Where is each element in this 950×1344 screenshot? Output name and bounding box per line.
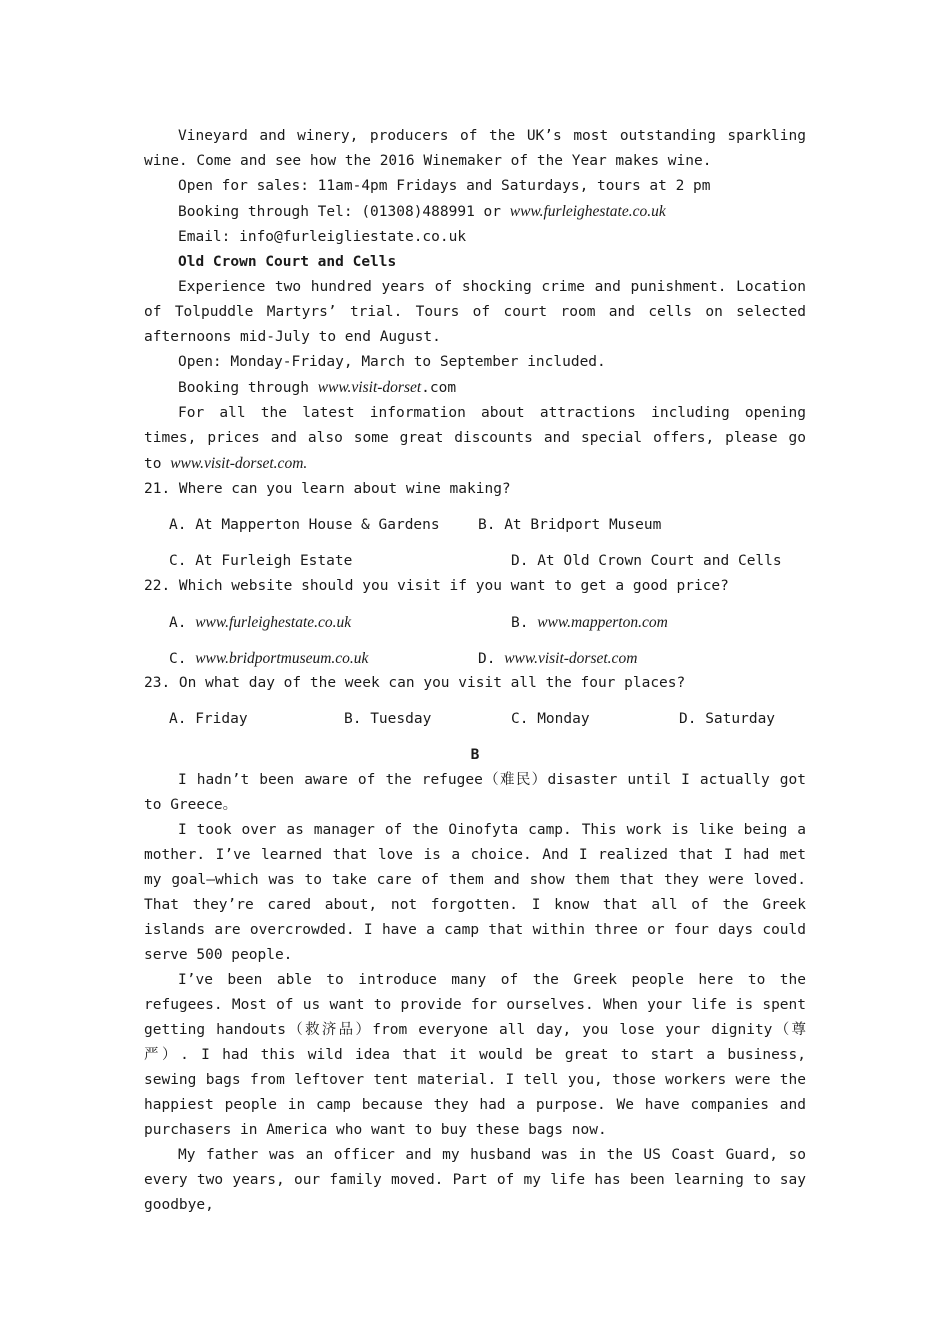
option-22-d-value: www.visit-dorset.com: [504, 650, 638, 667]
latest-info-text: For all the latest information about attractions including opening times, prices and also some great discounts and special offers, please go to: [144, 405, 806, 472]
option-22-d-letter: D.: [478, 651, 496, 667]
section-b-paragraph-1: [144, 768, 806, 818]
old-crown-website-link[interactable]: www.visit-dorset: [317, 379, 422, 396]
question-21-options: [144, 502, 806, 538]
option-22-b-letter: B.: [511, 615, 529, 631]
section-b-paragraph-4: My father was an officer and my husband was in the US Coast Guard, so every two years, our family moved. Part of my life has been learning to say goodbye,: [144, 1147, 806, 1213]
section-b-p1-text-a: I hadn’t been aware of the refugee: [178, 772, 483, 788]
question-23-options: [144, 696, 806, 732]
section-b-p3-gloss-2: （尊严）: [144, 1022, 807, 1063]
option-23-d: D. Saturday: [679, 711, 776, 727]
option-22-a-value: www.furleighestate.co.uk: [195, 614, 352, 631]
section-b-p3-gloss-1: （救济品）: [285, 1022, 373, 1038]
section-b-paragraph-2: I took over as manager of the Oinofyta camp. This work is like being a mother. I’ve learned that love is a choice. And I realized that I had met my goal—which was to take care of them and show them that they were loved. That they’re cared about, not forgotten. I know that all of the Greek islands are overcrowded. I have a camp that within three or four days could serve 500 people.: [144, 822, 806, 963]
option-22-a-letter: A.: [169, 615, 187, 631]
option-21-b: B. At Bridport Museum: [478, 517, 662, 533]
furleigh-booking: [144, 199, 806, 225]
old-crown-booking-text: Booking through: [178, 380, 318, 396]
option-22-c: [169, 646, 368, 672]
latest-info-link[interactable]: www.visit-dorset.com.: [170, 455, 308, 472]
option-22-c-letter: C.: [169, 651, 187, 667]
furleigh-description: Vineyard and winery, producers of the UK’s most outstanding sparkling wine. Come and see how the 2016 Winemaker of the Year makes wine.: [144, 128, 806, 169]
option-22-b: [511, 610, 668, 636]
option-22-d: [478, 646, 637, 672]
furleigh-booking-text: Booking through Tel: (01308)488991 or: [178, 204, 510, 220]
section-b-p3-text-a: I’ve been able to introduce many of the Greek people here to the refugees. Most of us want to provide for ourselves. When your life is spent getting handouts: [144, 972, 806, 1038]
option-21-a: A. At Mapperton House & Gardens: [169, 517, 440, 533]
section-b-p1-text-b: disaster until I actually got to Greece。: [144, 772, 806, 813]
section-b-p3-text-b: from everyone all day, you lose your dignity: [372, 1022, 773, 1038]
option-22-c-value: www.bridportmuseum.co.uk: [195, 650, 369, 667]
option-23-b: B. Tuesday: [344, 711, 432, 727]
old-crown-booking-suffix: .com: [421, 380, 457, 396]
old-crown-description: Experience two hundred years of shocking crime and punishment. Location of Tolpuddle Martyrs’ trial. Tours of court room and cells on selected afternoons mid-July to end August.: [144, 279, 806, 345]
question-22-options: [144, 599, 806, 635]
document-page: [144, 124, 806, 1218]
option-22-b-value: www.mapperton.com: [537, 614, 668, 631]
option-23-c: C. Monday: [511, 711, 590, 727]
furleigh-email: Email: info@furleigliestate.co.uk: [178, 229, 467, 245]
option-22-a: [169, 610, 351, 636]
option-21-d: D. At Old Crown Court and Cells: [511, 553, 782, 569]
furleigh-opening-times: Open for sales: 11am-4pm Fridays and Saturdays, tours at 2 pm: [178, 178, 711, 194]
section-b-p3-text-c: . I had this wild idea that it would be great to start a business, sewing bags from leftover tent material. I tell you, those workers were the happiest people in camp because they had a purpose. We have companies and purchasers in America who want to buy these bags now.: [144, 1047, 806, 1138]
old-crown-booking: [144, 375, 806, 401]
latest-info: [144, 401, 806, 477]
question-21-options-row2: [144, 538, 806, 574]
old-crown-opening-times: Open: Monday-Friday, March to September included.: [178, 354, 606, 370]
question-22-options-row2: [144, 635, 806, 671]
old-crown-title: Old Crown Court and Cells: [178, 254, 397, 270]
question-23: 23. On what day of the week can you visit all the four places?: [144, 675, 686, 691]
section-b-paragraph-3: [144, 968, 806, 1143]
option-23-a: A. Friday: [169, 711, 248, 727]
question-22: 22. Which website should you visit if you want to get a good price?: [144, 578, 729, 594]
section-b-p1-gloss: （难民）: [482, 772, 548, 788]
furleigh-website-link[interactable]: www.furleighestate.co.uk: [509, 203, 666, 220]
question-21: 21. Where can you learn about wine making?: [144, 481, 511, 497]
section-b-heading: B: [470, 747, 480, 763]
option-21-c: C. At Furleigh Estate: [169, 553, 353, 569]
